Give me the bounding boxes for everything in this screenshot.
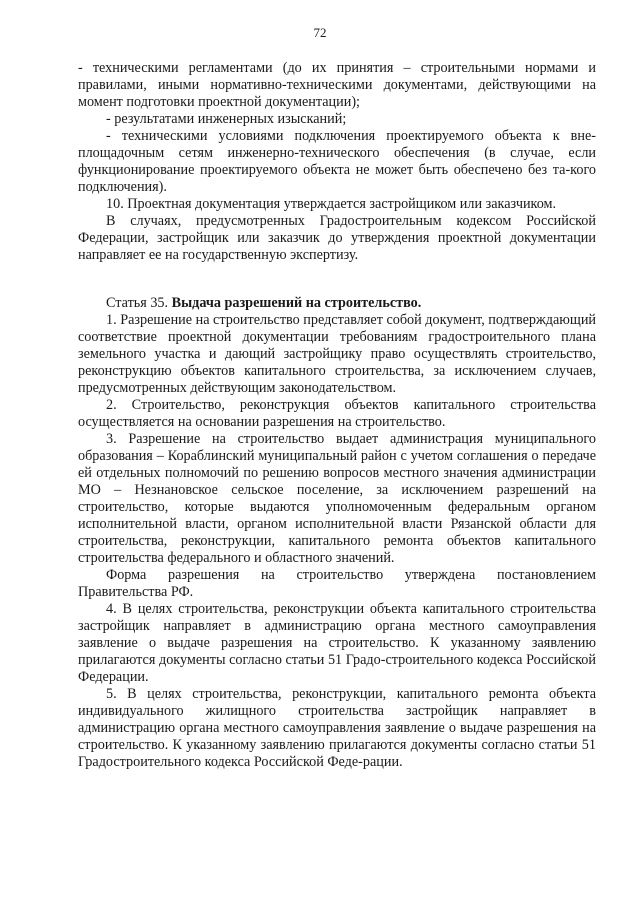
list-item: - результатами инженерных изысканий; bbox=[106, 111, 347, 127]
list-item: - техническими регламентами (до их принятия – строительными нормами и правилами, иными нормативно-техническими документами, действующими на момент подготовки проектной документации); bbox=[78, 60, 596, 110]
paragraph: 3. Разрешение на строительство выдает администрация муниципального образования – Кораблинский муниципальный район с учетом соглашения о передаче ей отдельных полномочий по решению вопросов местного значения администрации МО – Незнановское сельское поселение, за исключением разрешений на строительство, которые выдаются уполномоченным федеральным органом исполнительной власти, органом исполнительной власти Рязанской области для строительства, реконструкции, капитального ремонта объектов капитального строительства федерального и областного значений. bbox=[78, 431, 596, 566]
article-prefix: Статья 35. bbox=[106, 295, 172, 311]
paragraph: 1. Разрешение на строительство представляет собой документ, подтверждающий соответствие проектной документации требованиям градостроительного плана земельного участка и дающий застройщику право осуществлять строительство, реконструкцию объектов капитального строительства, за исключением случаев, предусмотренных действующим законодательством. bbox=[78, 312, 597, 396]
article-heading bbox=[78, 295, 596, 312]
paragraph: Форма разрешения на строительство утверждена постановлением Правительства РФ. bbox=[78, 567, 596, 600]
page-number: 72 bbox=[313, 25, 327, 40]
paragraph: 5. В целях строительства, реконструкции, капитального ремонта объекта индивидуального жилищного строительства застройщик направляет в администрацию органа местного самоуправления заявление о выдаче разрешения на строительство. К указанному заявлению прилагаются документы согласно статьи 51 Градостроительного кодекса Российской Феде-рации. bbox=[78, 686, 596, 770]
paragraph: В случаях, предусмотренных Градостроительным кодексом Российской Федерации, застройщик или заказчик до утверждения проектной документации направляет ее на государственную экспертизу. bbox=[78, 213, 596, 263]
paragraph: 4. В целях строительства, реконструкции объекта капитального строительства застройщик направляет в администрацию органа местного самоуправления заявление о выдаче разрешения на строительство. К указанному заявлению прилагаются документы согласно статьи 51 Градо-строительного кодекса Российской Федерации. bbox=[78, 601, 596, 685]
article-title: Выдача разрешений на строительство. bbox=[171, 295, 422, 311]
paragraph: 10. Проектная документация утверждается застройщиком или заказчиком. bbox=[106, 196, 557, 212]
document-body bbox=[78, 60, 596, 771]
list-item: - техническими условиями подключения проектируемого объекта к вне-площадочным сетям инженерно-технического обеспечения (в случае, если функционирование проектируемого объекта не может быть обеспечено без та-кого подключения). bbox=[78, 128, 596, 195]
paragraph: 2. Строительство, реконструкция объектов капитального строительства осуществляется на основании разрешения на строительство. bbox=[78, 397, 596, 430]
